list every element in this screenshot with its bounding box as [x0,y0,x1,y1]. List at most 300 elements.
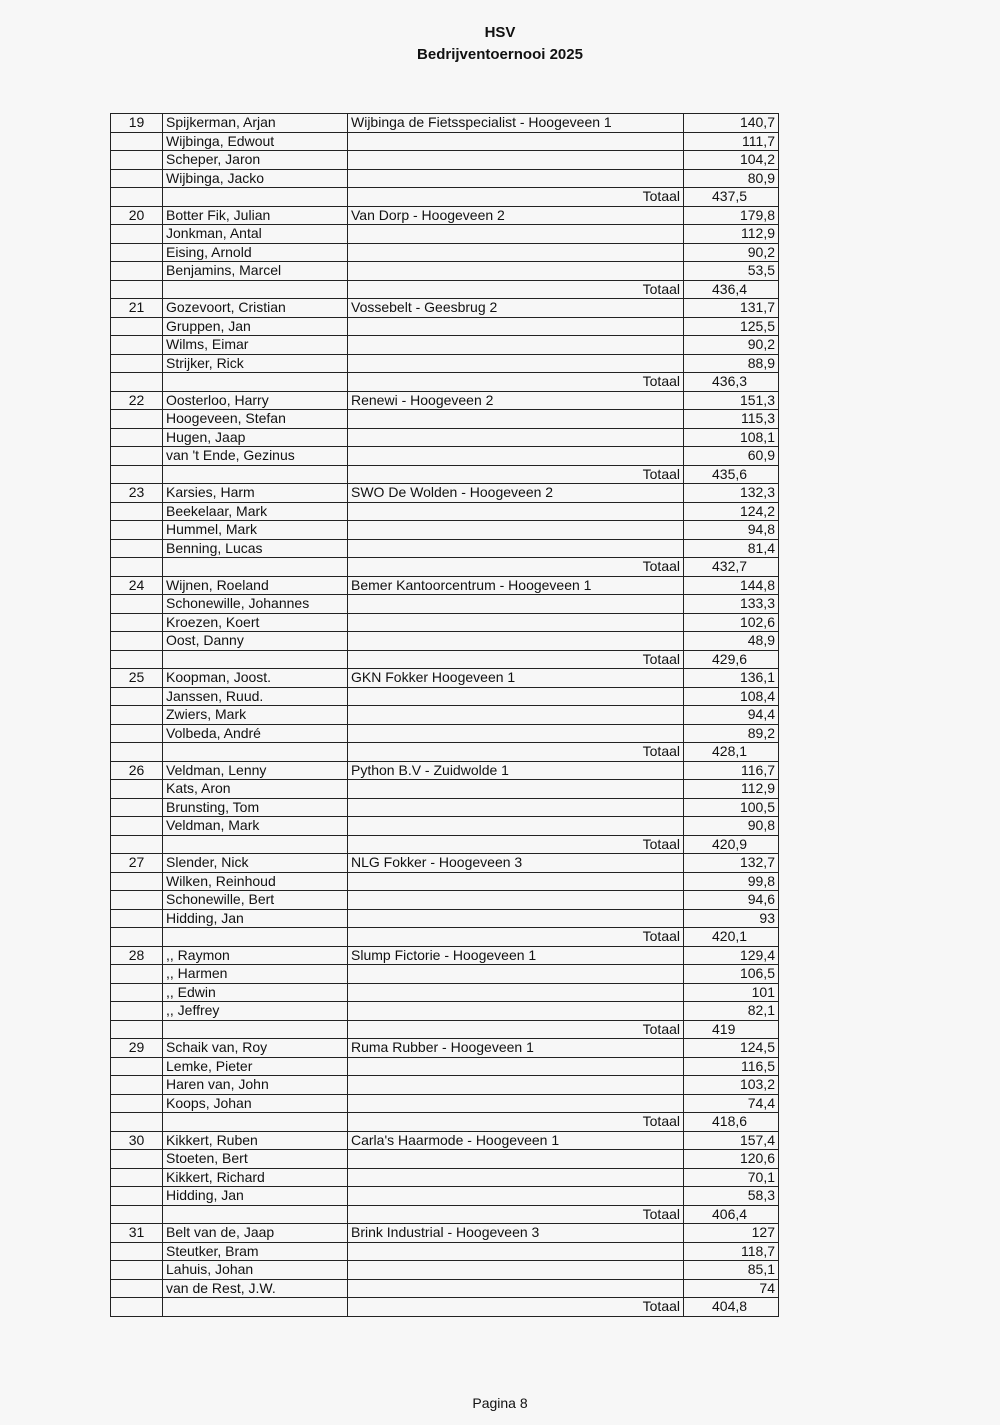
rank-cell [111,410,163,429]
player-row [111,206,779,225]
player-score: 129,4 [684,946,779,965]
rank-cell [111,354,163,373]
team-name-cell: Renewi - Hoogeveen 2 [348,391,684,410]
team-total-row [111,1020,779,1039]
rank-cell [111,780,163,799]
player-name [163,1020,348,1039]
player-name [163,558,348,577]
rank-cell [111,521,163,540]
player-score: 88,9 [684,354,779,373]
player-score: 101 [684,983,779,1002]
player-row [111,1002,779,1021]
player-name: Oost, Danny [163,632,348,651]
player-name: Schaik van, Roy [163,1039,348,1058]
rank-cell [111,687,163,706]
player-name: Slender, Nick [163,854,348,873]
player-score: 102,6 [684,613,779,632]
rank-cell [111,502,163,521]
team-name-cell [348,724,684,743]
rank-cell [111,706,163,725]
team-name-cell: Vossebelt - Geesbrug 2 [348,299,684,318]
team-name-cell [348,539,684,558]
team-name-cell [348,872,684,891]
rank-cell [111,595,163,614]
team-total: 419 [684,1020,779,1039]
team-total: 435,6 [684,465,779,484]
player-name: Veldman, Mark [163,817,348,836]
player-score: 120,6 [684,1150,779,1169]
player-row [111,1150,779,1169]
rank-cell [111,225,163,244]
team-name-cell [348,965,684,984]
team-name-cell: Brink Industrial - Hoogeveen 3 [348,1224,684,1243]
player-score: 53,5 [684,262,779,281]
player-score: 90,8 [684,817,779,836]
team-name-cell [348,1279,684,1298]
team-name-cell [348,243,684,262]
total-label: Totaal [348,928,684,947]
player-name: Haren van, John [163,1076,348,1095]
team-name-cell: Carla's Haarmode - Hoogeveen 1 [348,1131,684,1150]
player-row [111,262,779,281]
total-label: Totaal [348,835,684,854]
player-name: Steutker, Bram [163,1242,348,1261]
rank-cell [111,539,163,558]
player-row [111,354,779,373]
team-total-row [111,743,779,762]
rank-cell [111,1298,163,1317]
player-name [163,373,348,392]
player-score: 125,5 [684,317,779,336]
player-score: 136,1 [684,669,779,688]
rank-cell: 19 [111,114,163,133]
rank-cell: 23 [111,484,163,503]
player-row [111,1168,779,1187]
player-row [111,225,779,244]
total-label: Totaal [348,465,684,484]
player-name: Eising, Arnold [163,243,348,262]
team-name-cell: Ruma Rubber - Hoogeveen 1 [348,1039,684,1058]
player-name: Strijker, Rick [163,354,348,373]
player-name [163,743,348,762]
player-name [163,835,348,854]
document-subtitle: Bedrijventoernooi 2025 [417,46,583,63]
player-row [111,299,779,318]
rank-cell [111,1168,163,1187]
team-name-cell [348,521,684,540]
rank-cell [111,1002,163,1021]
player-name [163,1205,348,1224]
team-name-cell: Slump Fictorie - Hoogeveen 1 [348,946,684,965]
player-name: Wijbinga, Jacko [163,169,348,188]
player-row [111,132,779,151]
player-row [111,428,779,447]
rank-cell: 26 [111,761,163,780]
player-row [111,391,779,410]
team-total: 404,8 [684,1298,779,1317]
player-name: van de Rest, J.W. [163,1279,348,1298]
team-name-cell [348,225,684,244]
player-row [111,613,779,632]
player-name: Koops, Johan [163,1094,348,1113]
player-score: 132,7 [684,854,779,873]
player-name: ,, Raymon [163,946,348,965]
total-label: Totaal [348,1205,684,1224]
team-total-row [111,188,779,207]
team-total-row [111,373,779,392]
player-name: van 't Ende, Gezinus [163,447,348,466]
player-row [111,724,779,743]
player-score: 124,2 [684,502,779,521]
page-number: Pagina 8 [472,1395,528,1411]
team-name-cell [348,262,684,281]
player-score: 112,9 [684,780,779,799]
player-score: 133,3 [684,595,779,614]
player-name [163,280,348,299]
team-total-row [111,1205,779,1224]
player-name: Wilken, Reinhoud [163,872,348,891]
player-name: Karsies, Harm [163,484,348,503]
results-table [110,113,779,1317]
player-score: 90,2 [684,336,779,355]
player-name: Botter Fik, Julian [163,206,348,225]
rank-cell [111,280,163,299]
player-row [111,1242,779,1261]
team-total: 436,3 [684,373,779,392]
player-name: Hugen, Jaap [163,428,348,447]
player-score: 108,1 [684,428,779,447]
team-total-row [111,1113,779,1132]
player-row [111,539,779,558]
player-score: 151,3 [684,391,779,410]
player-name [163,650,348,669]
player-row [111,854,779,873]
player-row [111,761,779,780]
team-name-cell [348,1242,684,1261]
player-name: Schonewille, Bert [163,891,348,910]
player-row [111,595,779,614]
team-name-cell: NLG Fokker - Hoogeveen 3 [348,854,684,873]
player-row [111,336,779,355]
team-name-cell [348,354,684,373]
total-label: Totaal [348,1113,684,1132]
player-row [111,706,779,725]
rank-cell: 22 [111,391,163,410]
player-name: ,, Jeffrey [163,1002,348,1021]
player-score: 116,5 [684,1057,779,1076]
team-name-cell [348,595,684,614]
team-total-row [111,280,779,299]
rank-cell: 28 [111,946,163,965]
team-name-cell [348,817,684,836]
team-name-cell [348,798,684,817]
team-name-cell [348,1002,684,1021]
rank-cell [111,1150,163,1169]
player-score: 144,8 [684,576,779,595]
rank-cell [111,1076,163,1095]
player-name: Brunsting, Tom [163,798,348,817]
team-total: 420,1 [684,928,779,947]
team-total-row [111,835,779,854]
team-total: 420,9 [684,835,779,854]
rank-cell [111,1205,163,1224]
team-name-cell [348,169,684,188]
player-score: 81,4 [684,539,779,558]
rank-cell [111,1057,163,1076]
team-total: 429,6 [684,650,779,669]
team-name-cell [348,151,684,170]
player-row [111,946,779,965]
player-row [111,632,779,651]
rank-cell [111,1113,163,1132]
team-total: 436,4 [684,280,779,299]
rank-cell: 24 [111,576,163,595]
rank-cell [111,1187,163,1206]
player-row [111,909,779,928]
rank-cell [111,743,163,762]
player-name: Oosterloo, Harry [163,391,348,410]
player-name: Lahuis, Johan [163,1261,348,1280]
player-score: 94,6 [684,891,779,910]
team-name-cell [348,336,684,355]
player-row [111,1131,779,1150]
team-name-cell [348,1168,684,1187]
player-name: Gozevoort, Cristian [163,299,348,318]
player-name [163,465,348,484]
player-score: 80,9 [684,169,779,188]
rank-cell: 25 [111,669,163,688]
player-name: Kroezen, Koert [163,613,348,632]
player-name: Wilms, Eimar [163,336,348,355]
player-score: 100,5 [684,798,779,817]
player-row [111,817,779,836]
rank-cell [111,336,163,355]
player-score: 58,3 [684,1187,779,1206]
player-row [111,151,779,170]
total-label: Totaal [348,280,684,299]
rank-cell [111,613,163,632]
player-score: 104,2 [684,151,779,170]
player-row [111,243,779,262]
player-score: 108,4 [684,687,779,706]
player-score: 48,9 [684,632,779,651]
rank-cell: 20 [111,206,163,225]
rank-cell [111,188,163,207]
player-score: 90,2 [684,243,779,262]
player-score: 74 [684,1279,779,1298]
player-name [163,188,348,207]
rank-cell [111,151,163,170]
player-row [111,317,779,336]
team-total: 437,5 [684,188,779,207]
team-name-cell [348,1150,684,1169]
player-name: Gruppen, Jan [163,317,348,336]
team-name-cell [348,132,684,151]
team-name-cell [348,1187,684,1206]
team-name-cell [348,1094,684,1113]
player-row [111,891,779,910]
player-name: Lemke, Pieter [163,1057,348,1076]
player-row [111,576,779,595]
rank-cell [111,1094,163,1113]
player-score: 132,3 [684,484,779,503]
team-name-cell [348,687,684,706]
player-name: Kikkert, Richard [163,1168,348,1187]
rank-cell: 29 [111,1039,163,1058]
team-name-cell [348,891,684,910]
team-name-cell: Python B.V - Zuidwolde 1 [348,761,684,780]
rank-cell [111,1279,163,1298]
player-row [111,1261,779,1280]
rank-cell [111,817,163,836]
rank-cell [111,1242,163,1261]
team-name-cell [348,983,684,1002]
rank-cell [111,872,163,891]
team-name-cell [348,706,684,725]
rank-cell [111,428,163,447]
rank-cell [111,724,163,743]
team-name-cell [348,1076,684,1095]
player-score: 124,5 [684,1039,779,1058]
team-name-cell [348,410,684,429]
player-score: 179,8 [684,206,779,225]
player-row [111,780,779,799]
player-score: 157,4 [684,1131,779,1150]
rank-cell [111,891,163,910]
player-row [111,410,779,429]
player-name: Janssen, Ruud. [163,687,348,706]
rank-cell [111,317,163,336]
player-name: Hoogeveen, Stefan [163,410,348,429]
team-name-cell [348,428,684,447]
team-name-cell [348,632,684,651]
player-score: 99,8 [684,872,779,891]
player-score: 74,4 [684,1094,779,1113]
player-name: Veldman, Lenny [163,761,348,780]
player-score: 94,8 [684,521,779,540]
rank-cell [111,835,163,854]
player-row [111,1224,779,1243]
rank-cell [111,983,163,1002]
player-row [111,687,779,706]
player-row [111,521,779,540]
player-row [111,669,779,688]
team-total-row [111,465,779,484]
team-name-cell [348,613,684,632]
team-name-cell: Bemer Kantoorcentrum - Hoogeveen 1 [348,576,684,595]
team-total-row [111,558,779,577]
player-score: 85,1 [684,1261,779,1280]
player-row [111,114,779,133]
player-row [111,798,779,817]
player-score: 89,2 [684,724,779,743]
player-row [111,484,779,503]
rank-cell: 27 [111,854,163,873]
team-total-row [111,1298,779,1317]
team-total: 428,1 [684,743,779,762]
player-name: Stoeten, Bert [163,1150,348,1169]
team-name-cell [348,502,684,521]
player-row [111,965,779,984]
player-score: 103,2 [684,1076,779,1095]
player-row [111,1187,779,1206]
player-name [163,1298,348,1317]
player-score: 112,9 [684,225,779,244]
player-row [111,1279,779,1298]
player-name: Scheper, Jaron [163,151,348,170]
team-name-cell [348,780,684,799]
rank-cell: 30 [111,1131,163,1150]
player-name: Schonewille, Johannes [163,595,348,614]
player-name: Kikkert, Ruben [163,1131,348,1150]
player-name [163,1113,348,1132]
team-total-row [111,928,779,947]
player-name: Beekelaar, Mark [163,502,348,521]
rank-cell: 31 [111,1224,163,1243]
player-name: Belt van de, Jaap [163,1224,348,1243]
total-label: Totaal [348,650,684,669]
player-name: Koopman, Joost. [163,669,348,688]
player-name: Spijkerman, Arjan [163,114,348,133]
player-score: 106,5 [684,965,779,984]
rank-cell [111,909,163,928]
rank-cell [111,447,163,466]
player-name: ,, Harmen [163,965,348,984]
rank-cell [111,632,163,651]
rank-cell [111,373,163,392]
player-score: 116,7 [684,761,779,780]
rank-cell [111,1261,163,1280]
player-score: 70,1 [684,1168,779,1187]
total-label: Totaal [348,743,684,762]
player-name: Benning, Lucas [163,539,348,558]
player-row [111,502,779,521]
rank-cell [111,262,163,281]
player-name: Hidding, Jan [163,1187,348,1206]
rank-cell [111,169,163,188]
team-name-cell [348,1261,684,1280]
player-score: 131,7 [684,299,779,318]
team-name-cell: GKN Fokker Hoogeveen 1 [348,669,684,688]
team-total: 406,4 [684,1205,779,1224]
team-total: 432,7 [684,558,779,577]
player-name: Kats, Aron [163,780,348,799]
player-score: 94,4 [684,706,779,725]
team-name-cell: Wijbinga de Fietsspecialist - Hoogeveen 1 [348,114,684,133]
document-title: HSV [484,24,516,41]
rank-cell [111,132,163,151]
total-label: Totaal [348,1298,684,1317]
total-label: Totaal [348,188,684,207]
player-score: 60,9 [684,447,779,466]
rank-cell [111,1020,163,1039]
player-score: 127 [684,1224,779,1243]
player-name: Zwiers, Mark [163,706,348,725]
player-row [111,983,779,1002]
player-row [111,1094,779,1113]
player-name: Wijbinga, Edwout [163,132,348,151]
team-name-cell: Van Dorp - Hoogeveen 2 [348,206,684,225]
team-name-cell [348,909,684,928]
team-name-cell: SWO De Wolden - Hoogeveen 2 [348,484,684,503]
rank-cell [111,928,163,947]
rank-cell [111,650,163,669]
total-label: Totaal [348,1020,684,1039]
player-row [111,872,779,891]
player-name: Benjamins, Marcel [163,262,348,281]
player-score: 93 [684,909,779,928]
player-row [111,447,779,466]
